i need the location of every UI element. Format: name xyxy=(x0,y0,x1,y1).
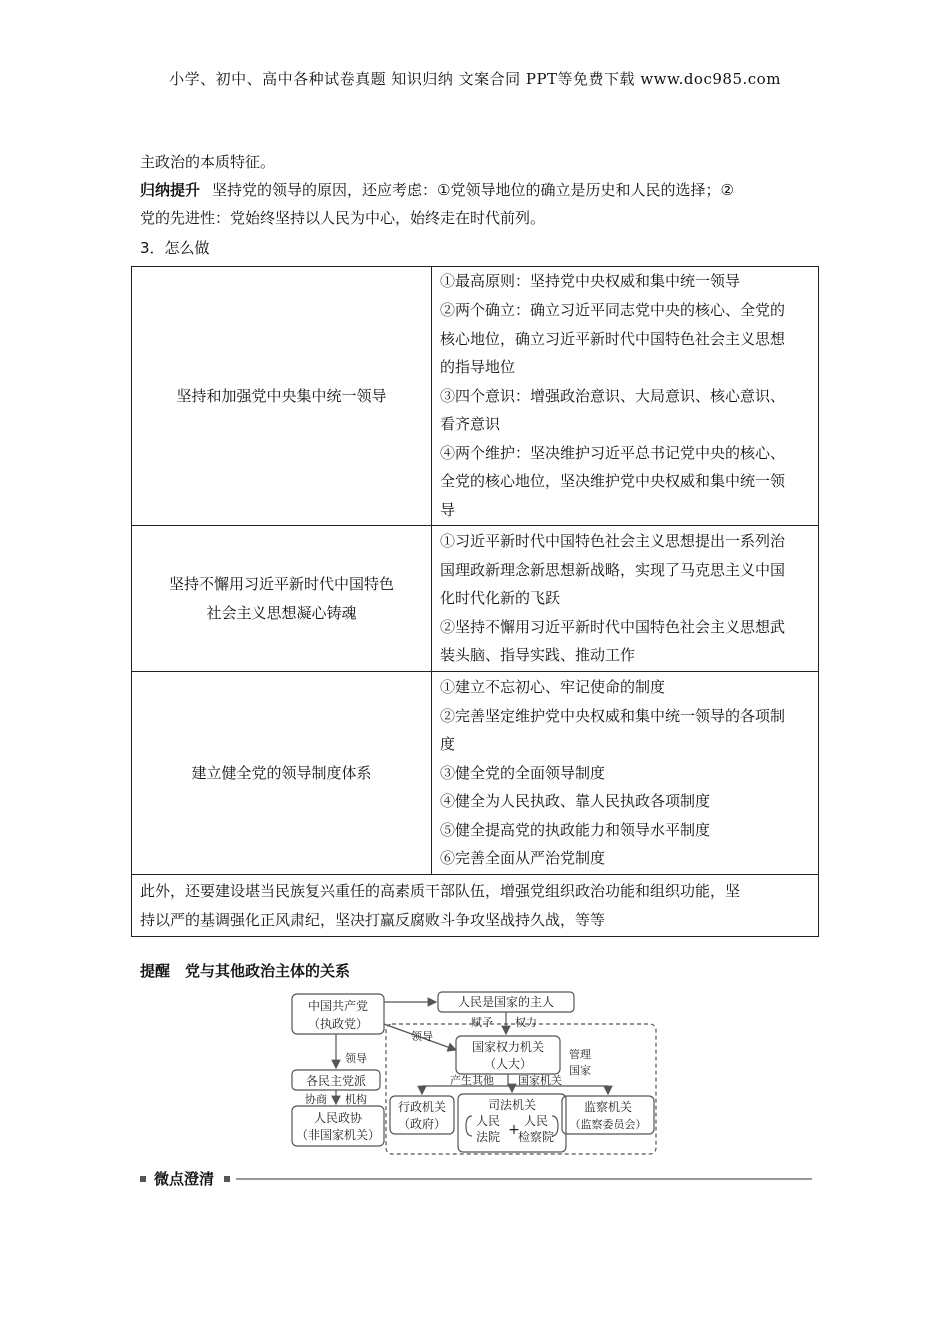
summary-line-1 xyxy=(140,176,820,204)
organ-label: 机构 xyxy=(345,1093,367,1106)
row1-right xyxy=(432,267,819,526)
summary-label: 归纳提升 xyxy=(140,181,201,199)
row3-item: 度 xyxy=(440,735,456,754)
section-title: 微点澄清 xyxy=(154,1170,215,1188)
grant-label: 赋予 xyxy=(471,1016,493,1029)
judicial-label: 司法机关 xyxy=(487,1098,537,1112)
footer-line: 持以严的基调强化正风肃纪，坚决打赢反腐败斗争攻坚战持久战，等等 xyxy=(140,910,606,929)
npc-label: 国家权力机关 xyxy=(471,1040,545,1054)
row2-left xyxy=(132,526,432,672)
row2-item: ②坚持不懈用习近平新时代中国特色社会主义思想武 xyxy=(440,617,786,636)
row1-item: 导 xyxy=(440,501,456,520)
manage-label: 管理 xyxy=(569,1048,591,1061)
section-divider xyxy=(236,1178,812,1180)
section-marker-icon xyxy=(224,1176,230,1182)
row3-item: ③健全党的全面领导制度 xyxy=(440,763,606,782)
section-heading: 3．怎么做 xyxy=(140,239,210,257)
admin-label: 行政机关 xyxy=(397,1100,447,1114)
row2-right xyxy=(432,526,819,672)
page-header: 小学、初中、高中各种试卷真题 知识归纳 文案合同 PPT等免费下载 www.doc985.com xyxy=(169,70,781,88)
cppcc-sub: （非国家机关） xyxy=(295,1128,381,1142)
table-row xyxy=(132,526,819,672)
court-sub: 法院 xyxy=(475,1130,501,1144)
row1-item: ②两个确立：确立习近平同志党中央的核心、全党的 xyxy=(440,300,786,319)
row3-item: ②完善坚定维护党中央权威和集中统一领导的各项制 xyxy=(440,706,786,725)
cpc-label: 中国共产党 xyxy=(307,999,369,1013)
procuratorate-label: 人民 xyxy=(523,1114,549,1128)
row1-item: 的指导地位 xyxy=(440,358,516,377)
produce-label: 产生其他 xyxy=(450,1074,494,1087)
row3-item: ⑤健全提高党的执政能力和领导水平制度 xyxy=(440,820,711,839)
row3-left: 建立健全党的领导制度体系 xyxy=(132,672,432,875)
table-footer xyxy=(132,875,819,937)
table-row xyxy=(132,267,819,526)
section-marker-icon xyxy=(140,1176,146,1182)
relationship-diagram xyxy=(288,988,662,1156)
lead-left-label: 领导 xyxy=(345,1052,367,1065)
row3-item: ④健全为人民执政、靠人民执政各项制度 xyxy=(440,792,711,811)
summary-text-1: 坚持党的领导的原因，还应考虑：①党领导地位的确立是历史和人民的选择；② xyxy=(212,181,734,199)
parties-label: 各民主党派 xyxy=(305,1074,367,1088)
tip-heading: 提醒 党与其他政治主体的关系 xyxy=(140,962,351,980)
footer-line: 此外，还要建设堪当民族复兴重任的高素质干部队伍，增强党组织政治功能和组织功能，坚 xyxy=(140,882,741,900)
row2-item: 化时代化新的飞跃 xyxy=(440,589,561,608)
summary-line-2: 党的先进性：党始终坚持以人民为中心，始终走在时代前列。 xyxy=(140,209,546,227)
manage-label-2: 国家 xyxy=(569,1064,591,1077)
row2-item: 国理政新理念新思想新战略，实现了马克思主义中国 xyxy=(440,560,786,579)
state-organs-label: 国家机关 xyxy=(518,1074,562,1087)
row1-left: 坚持和加强党中央集中统一领导 xyxy=(132,267,432,526)
row1-item: ③四个意识：增强政治意识、大局意识、核心意识、 xyxy=(440,386,786,405)
supervision-sub: （监察委员会） xyxy=(569,1118,647,1131)
row3-item: ⑥完善全面从严治党制度 xyxy=(440,849,606,868)
people-label: 人民是国家的主人 xyxy=(457,995,555,1009)
row3-item: ①建立不忘初心、牢记使命的制度 xyxy=(440,677,666,696)
admin-sub: （政府） xyxy=(397,1117,447,1131)
how-to-table xyxy=(131,266,819,937)
consult-label: 协商 xyxy=(305,1093,327,1106)
npc-sub: （人大） xyxy=(483,1057,533,1071)
procuratorate-sub: 检察院 xyxy=(517,1130,555,1144)
lead-diag-label: 领导 xyxy=(411,1030,433,1043)
row1-item: 核心地位，确立习近平新时代中国特色社会主义思想 xyxy=(440,329,786,348)
row1-item: ④两个维护：坚决维护习近平总书记党中央的核心、 xyxy=(440,443,786,462)
intro-line: 主政治的本质特征。 xyxy=(140,153,276,171)
court-label: 人民 xyxy=(475,1114,501,1128)
table-row xyxy=(132,672,819,875)
plus-sign: + xyxy=(508,1122,520,1138)
supervision-label: 监察机关 xyxy=(583,1100,633,1114)
row1-item: ①最高原则：坚持党中央权威和集中统一领导 xyxy=(440,272,741,291)
section-bar xyxy=(140,1168,812,1192)
table-row xyxy=(132,875,819,937)
row2-left-line: 坚持不懈用习近平新时代中国特色 xyxy=(168,574,394,593)
cppcc-label: 人民政协 xyxy=(313,1111,363,1125)
cpc-sub: （执政党） xyxy=(307,1017,369,1031)
power-label: 权力 xyxy=(515,1016,537,1029)
row2-item: ①习近平新时代中国特色社会主义思想提出一系列治 xyxy=(440,532,786,551)
row3-right xyxy=(432,672,819,875)
row1-item: 看齐意识 xyxy=(440,415,501,434)
row1-item: 全党的核心地位，坚决维护党中央权威和集中统一领 xyxy=(440,472,786,491)
row2-item: 装头脑、指导实践、推动工作 xyxy=(440,646,636,665)
row2-left-line: 社会主义思想凝心铸魂 xyxy=(206,603,357,622)
